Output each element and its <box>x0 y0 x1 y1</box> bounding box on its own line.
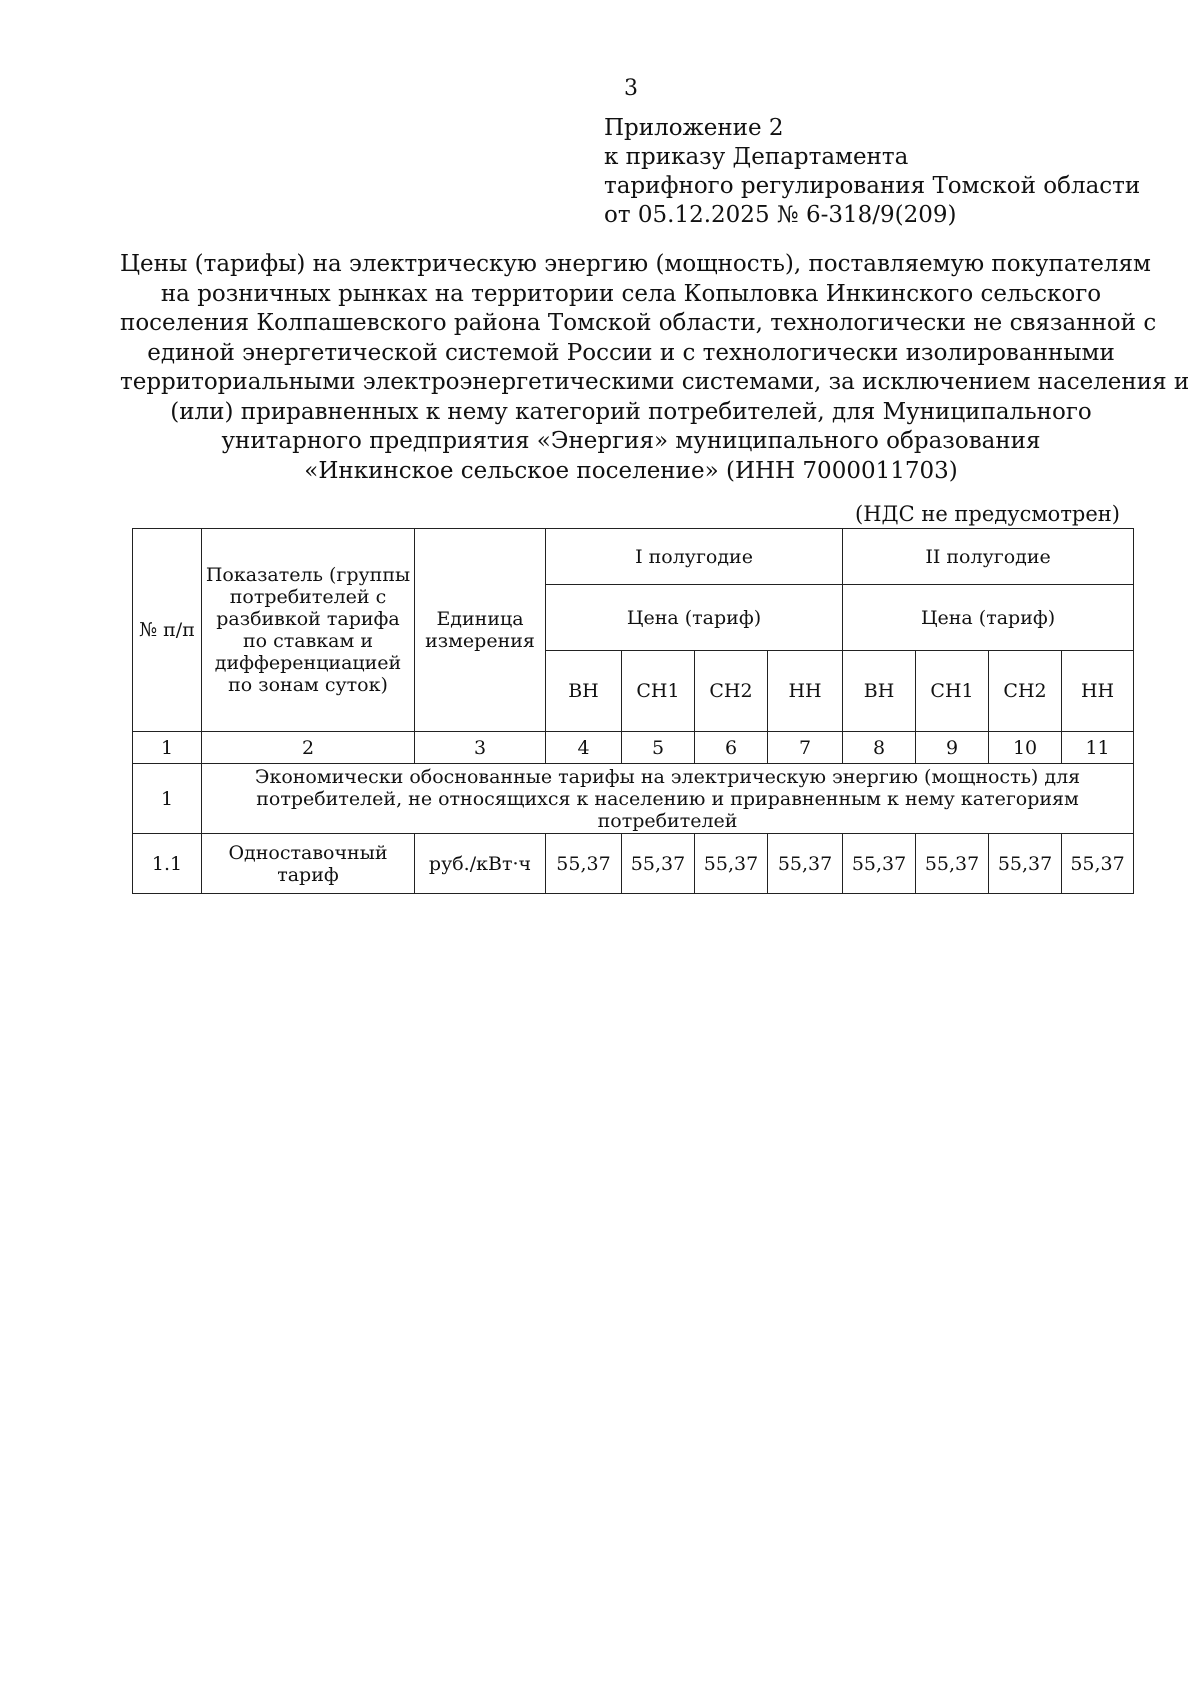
column-number: 11 <box>1062 732 1134 764</box>
title-line: унитарного предприятия «Энергия» муниципального образования <box>221 428 1041 454</box>
column-number: 10 <box>989 732 1062 764</box>
header-level: СН1 <box>916 651 989 732</box>
header-indicator: Показатель (группы потребителей с разбивкой тарифа по ставкам и дифференциацией по зонам суток) <box>202 529 415 732</box>
page-number: 3 <box>624 76 638 101</box>
section-num: 1 <box>133 764 202 834</box>
header-half-1: I полугодие <box>546 529 843 585</box>
row-unit: руб./кВт·ч <box>415 834 546 894</box>
appendix-block <box>604 114 1140 230</box>
title-line: единой энергетической системой России и с технологически изолированными <box>147 339 1115 366</box>
header-level: ВН <box>546 651 622 732</box>
header-level: СН1 <box>622 651 695 732</box>
title-line: Цены (тарифы) на электрическую энергию (мощность), поставляемую покупателям <box>120 251 1151 277</box>
header-num: № п/п <box>133 529 202 732</box>
header-level: НН <box>768 651 843 732</box>
column-number: 9 <box>916 732 989 764</box>
header-level: ВН <box>843 651 916 732</box>
header-level: НН <box>1062 651 1134 732</box>
title-line: (или) приравненных к нему категорий потребителей, для Муниципального <box>170 398 1092 425</box>
column-number: 8 <box>843 732 916 764</box>
column-number: 3 <box>415 732 546 764</box>
row-value: 55,37 <box>695 834 768 894</box>
row-value: 55,37 <box>546 834 622 894</box>
row-value: 55,37 <box>989 834 1062 894</box>
appendix-line: от 05.12.2025 № 6-318/9(209) <box>604 202 957 228</box>
header-level: СН2 <box>695 651 768 732</box>
section-row <box>133 764 1134 834</box>
row-num: 1.1 <box>133 834 202 894</box>
title-line: «Инкинское сельское поселение» (ИНН 7000011703) <box>304 457 958 484</box>
column-number: 5 <box>622 732 695 764</box>
table-row <box>133 834 1134 894</box>
document-title <box>120 250 1190 486</box>
section-text: Экономически обоснованные тарифы на электрическую энергию (мощность) для потребителей, не относящихся к населению и приравненным к нему категориям потребителей <box>202 764 1134 834</box>
header-level: СН2 <box>989 651 1062 732</box>
row-value: 55,37 <box>1062 834 1134 894</box>
appendix-line: Приложение 2 <box>604 115 784 141</box>
header-row <box>133 529 1134 585</box>
title-line: поселения Колпашевского района Томской области, технологически не связанной с <box>120 310 1157 336</box>
header-price-2: Цена (тариф) <box>843 585 1134 651</box>
row-value: 55,37 <box>916 834 989 894</box>
tariff-table <box>132 528 1134 894</box>
row-value: 55,37 <box>843 834 916 894</box>
column-number: 6 <box>695 732 768 764</box>
vat-note: (НДС не предусмотрен) <box>855 502 1120 526</box>
column-number: 2 <box>202 732 415 764</box>
column-number-row <box>133 732 1134 764</box>
appendix-line: тарифного регулирования Томской области <box>604 173 1141 199</box>
header-unit: Единица измерения <box>415 529 546 732</box>
column-number: 1 <box>133 732 202 764</box>
row-indicator: Одноставочный тариф <box>202 834 415 894</box>
column-number: 7 <box>768 732 843 764</box>
row-value: 55,37 <box>768 834 843 894</box>
title-line: территориальными электроэнергетическими системами, за исключением населения и <box>120 369 1190 395</box>
row-value: 55,37 <box>622 834 695 894</box>
title-line: на розничных рынках на территории села Копыловка Инкинского сельского <box>160 280 1102 307</box>
column-number: 4 <box>546 732 622 764</box>
appendix-line: к приказу Департамента <box>604 144 909 170</box>
header-half-2: II полугодие <box>843 529 1134 585</box>
header-price-1: Цена (тариф) <box>546 585 843 651</box>
